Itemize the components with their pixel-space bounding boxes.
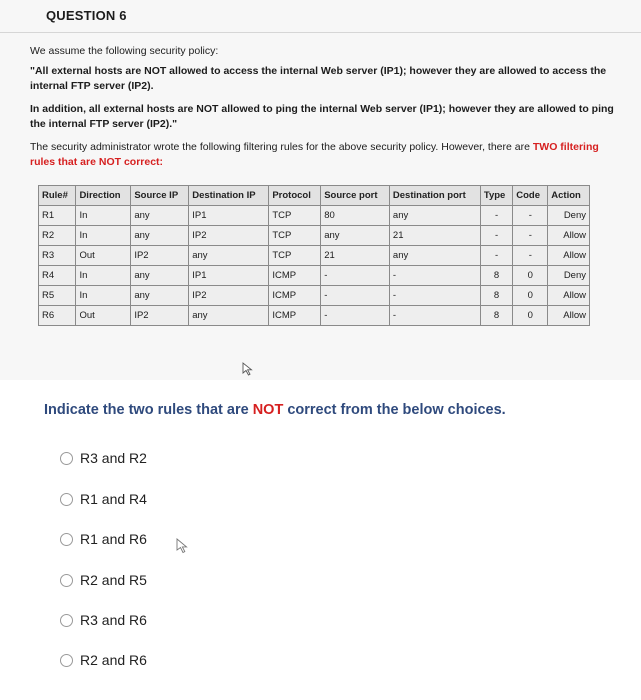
cell: any	[389, 246, 480, 266]
table-row	[39, 306, 590, 326]
policy-intro: We assume the following security policy:	[30, 45, 219, 57]
cell: -	[480, 246, 512, 266]
choice-label: R1 and R6	[80, 531, 147, 547]
cell: R5	[39, 286, 76, 306]
col-action: Action	[548, 186, 590, 206]
cell: Deny	[548, 206, 590, 226]
cell: 0	[513, 266, 548, 286]
table-row	[39, 206, 590, 226]
table-row	[39, 266, 590, 286]
choice-r1-r4[interactable]	[60, 488, 147, 510]
cell: IP2	[131, 246, 189, 266]
cell: 8	[480, 306, 512, 326]
choice-label: R3 and R2	[80, 450, 147, 466]
cell: R4	[39, 266, 76, 286]
cell: -	[321, 286, 390, 306]
cell: any	[131, 226, 189, 246]
cell: -	[480, 206, 512, 226]
cell: In	[76, 266, 131, 286]
cell: -	[480, 226, 512, 246]
cell: In	[76, 286, 131, 306]
cell: In	[76, 206, 131, 226]
filtering-rules-table	[38, 185, 590, 326]
col-destination-port: Destination port	[389, 186, 480, 206]
choice-r2-r5[interactable]	[60, 569, 147, 591]
cell: 0	[513, 286, 548, 306]
cell: IP1	[189, 206, 269, 226]
cell: -	[389, 286, 480, 306]
cell: Allow	[548, 246, 590, 266]
answer-area	[0, 380, 641, 700]
col-rule: Rule#	[39, 186, 76, 206]
cell: 21	[321, 246, 390, 266]
radio-button[interactable]	[60, 493, 73, 506]
divider	[0, 32, 641, 33]
cell: R1	[39, 206, 76, 226]
cell: TCP	[269, 206, 321, 226]
cell: Out	[76, 246, 131, 266]
cell: any	[389, 206, 480, 226]
col-source-ip: Source IP	[131, 186, 189, 206]
cell: -	[513, 226, 548, 246]
cell: Allow	[548, 286, 590, 306]
radio-button[interactable]	[60, 614, 73, 627]
cell: R6	[39, 306, 76, 326]
radio-button[interactable]	[60, 654, 73, 667]
prompt-text-end: correct from the below choices.	[283, 402, 506, 418]
cell: 8	[480, 286, 512, 306]
question-title: QUESTION 6	[46, 8, 127, 23]
cell: any	[321, 226, 390, 246]
col-direction: Direction	[76, 186, 131, 206]
cell: ICMP	[269, 286, 321, 306]
choice-r3-r2[interactable]	[60, 447, 147, 469]
col-code: Code	[513, 186, 548, 206]
policy-ping-text: In addition, all external hosts are NOT allowed to ping the internal Web server (IP1); however they are allowed to ping the internal FTP server (IP2)."	[30, 103, 614, 130]
cell: 80	[321, 206, 390, 226]
choice-r3-r6[interactable]	[60, 609, 147, 631]
table-row	[39, 246, 590, 266]
cell: -	[513, 206, 548, 226]
cell: -	[321, 266, 390, 286]
choice-label: R1 and R4	[80, 491, 147, 507]
prompt-text: Indicate the two rules that are	[44, 402, 253, 418]
cell: any	[131, 286, 189, 306]
choice-r1-r6[interactable]	[60, 528, 147, 550]
cell: ICMP	[269, 266, 321, 286]
cell: IP2	[189, 226, 269, 246]
cell: R3	[39, 246, 76, 266]
cell: ICMP	[269, 306, 321, 326]
cell: Allow	[548, 226, 590, 246]
cell: IP2	[131, 306, 189, 326]
choice-label: R3 and R6	[80, 612, 147, 628]
admin-text-body: The security administrator wrote the following filtering rules for the above security policy. However, there are	[30, 141, 533, 153]
col-destination-ip: Destination IP	[189, 186, 269, 206]
admin-text	[30, 140, 622, 170]
table-row	[39, 286, 590, 306]
admin-text-highlight: TWO filtering rules that are NOT correct:	[30, 141, 599, 168]
col-protocol: Protocol	[269, 186, 321, 206]
choice-label: R2 and R5	[80, 572, 147, 588]
cell: 8	[480, 266, 512, 286]
cell: IP1	[189, 266, 269, 286]
prompt-not: NOT	[252, 402, 284, 418]
cell: any	[189, 246, 269, 266]
policy-access-text: "All external hosts are NOT allowed to access the internal Web server (IP1); however they are allowed to access the internal FTP server (IP2).	[30, 65, 607, 92]
cell: -	[389, 306, 480, 326]
choice-r2-r6[interactable]	[60, 649, 147, 671]
cell: -	[513, 246, 548, 266]
cell: TCP	[269, 226, 321, 246]
cell: any	[131, 266, 189, 286]
table-row	[39, 226, 590, 246]
cell: any	[131, 206, 189, 226]
choice-label: R2 and R6	[80, 652, 147, 668]
cell: -	[321, 306, 390, 326]
pointer-cursor-icon	[242, 362, 254, 376]
radio-button[interactable]	[60, 533, 73, 546]
cell: Allow	[548, 306, 590, 326]
cell: In	[76, 226, 131, 246]
cell: IP2	[189, 286, 269, 306]
question-prompt	[44, 402, 506, 418]
pointer-cursor-icon	[176, 538, 190, 554]
cell: -	[389, 266, 480, 286]
col-source-port: Source port	[321, 186, 390, 206]
radio-button[interactable]	[60, 574, 73, 587]
cell: Out	[76, 306, 131, 326]
table-header-row	[39, 186, 590, 206]
cell: Deny	[548, 266, 590, 286]
radio-button[interactable]	[60, 452, 73, 465]
cell: 0	[513, 306, 548, 326]
cell: R2	[39, 226, 76, 246]
cell: 21	[389, 226, 480, 246]
cell: any	[189, 306, 269, 326]
col-type: Type	[480, 186, 512, 206]
cell: TCP	[269, 246, 321, 266]
